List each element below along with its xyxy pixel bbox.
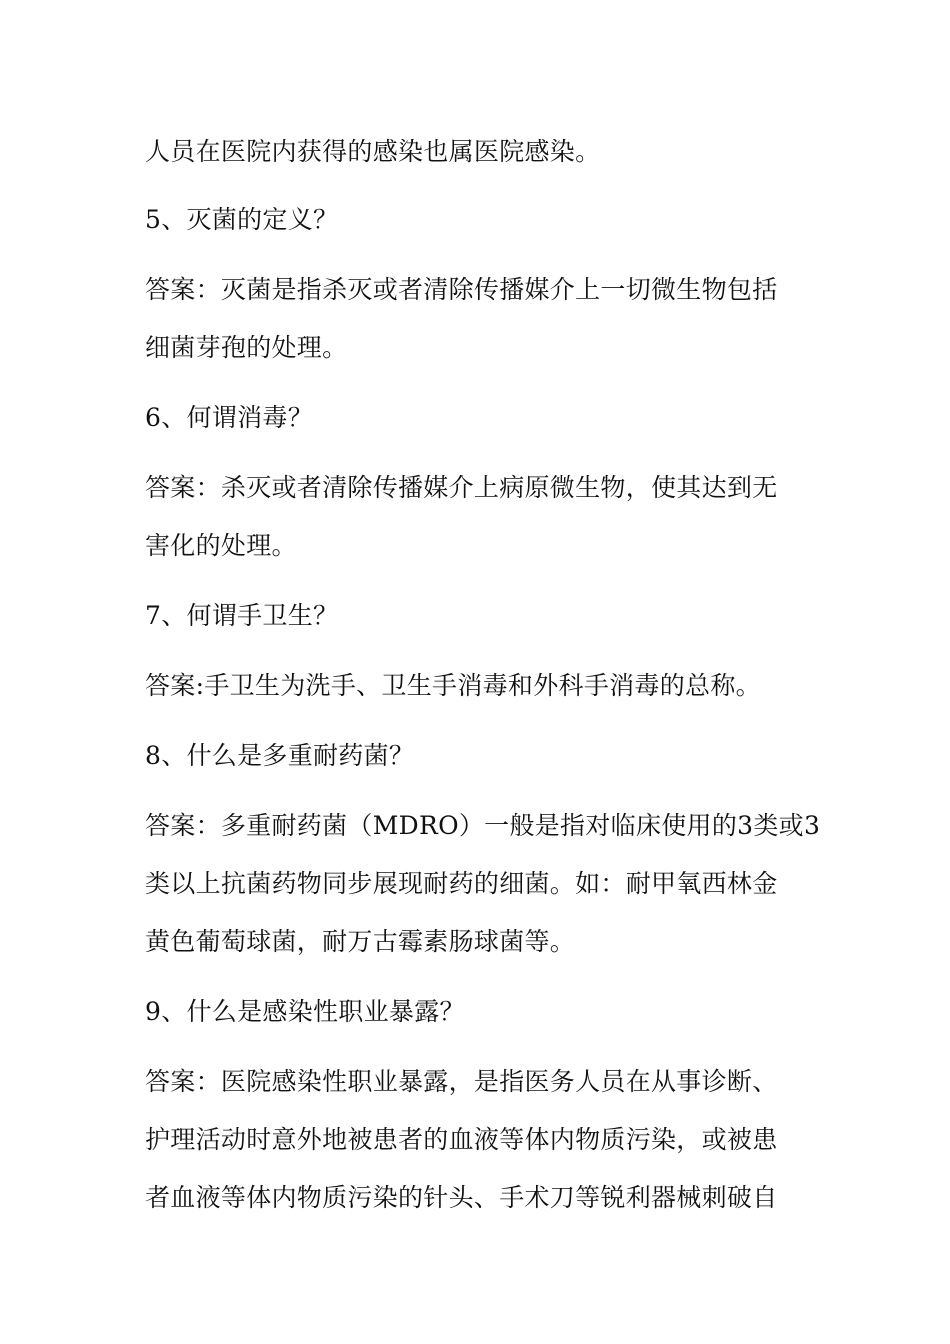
answer-line: 答案：灭菌是指杀灭或者清除传播媒介上一切微生物包括 (145, 275, 778, 304)
question-heading: 7、何谓手卫生？ (145, 601, 339, 630)
text-line: 人员在医院内获得的感染也属医院感染。 (145, 137, 601, 166)
answer-line: 答案：杀灭或者清除传播媒介上病原微生物，使其达到无 (145, 473, 778, 502)
answer-line: 护理活动时意外地被患者的血液等体内物质污染，或被患 (145, 1125, 778, 1154)
answer-line: 答案:手卫生为洗手、卫生手消毒和外科手消毒的总称。 (145, 671, 761, 700)
answer-line: 类以上抗菌药物同步展现耐药的细菌。如：耐甲氧西林金 (145, 869, 778, 898)
answer-line: 答案：医院感染性职业暴露，是指医务人员在从事诊断、 (145, 1067, 778, 1096)
question-heading: 9、什么是感染性职业暴露？ (145, 997, 465, 1026)
answer-line: 黄色葡萄球菌，耐万古霉素肠球菌等。 (145, 927, 576, 956)
question-heading: 5、灭菌的定义？ (145, 205, 339, 234)
answer-line: 细菌芽孢的处理。 (145, 333, 348, 362)
question-heading: 6、何谓消毒？ (145, 403, 314, 432)
answer-line: 害化的处理。 (145, 531, 297, 560)
answer-line: 答案：多重耐药菌（MDRO）一般是指对临床使用的3类或3 (145, 811, 821, 840)
question-heading: 8、什么是多重耐药菌？ (145, 741, 415, 770)
answer-line: 者血液等体内物质污染的针头、手术刀等锐利器械刺破自 (145, 1183, 778, 1212)
